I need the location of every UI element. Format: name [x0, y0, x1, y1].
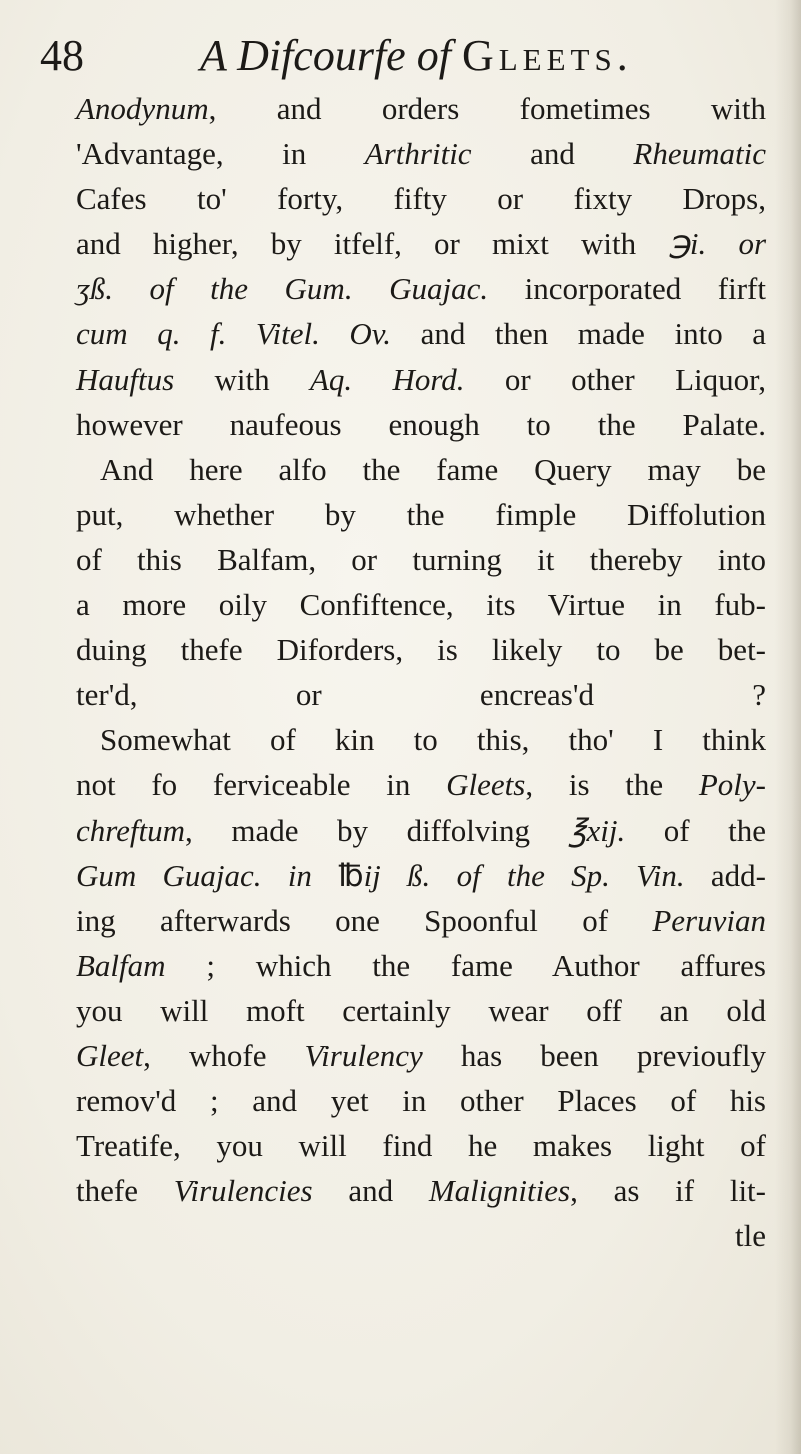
body-text: [76, 86, 766, 1258]
text-line: [76, 762, 766, 807]
italic-text: Peruvian: [652, 902, 766, 938]
italic-text: Gleet: [76, 1037, 144, 1073]
text-run: , whofe: [143, 1037, 305, 1073]
text-line: [76, 266, 766, 311]
italic-text: Virulencies: [173, 1173, 313, 1209]
text-line: [76, 1168, 766, 1213]
text-line: [76, 492, 766, 537]
text-run: of the: [625, 812, 766, 848]
text-line: [76, 853, 766, 898]
text-run: and then made into a: [391, 316, 767, 352]
running-title-caps: Gleets.: [461, 31, 633, 80]
text-line: [76, 176, 766, 221]
italic-text: ℈i. or: [668, 226, 767, 262]
page-edge-shadow: [775, 0, 801, 1454]
text-run: ; which the fame Author affures: [165, 947, 766, 983]
text-line: [76, 717, 766, 762]
text-run: , is the: [525, 767, 699, 803]
text-line: [76, 357, 766, 402]
text-run: however naufeous enough to the Palate.: [76, 406, 766, 442]
text-run: tle: [735, 1218, 766, 1254]
running-title: [200, 26, 633, 86]
text-line: [76, 1123, 766, 1168]
italic-text: Rheumatic: [633, 136, 766, 172]
text-line: [76, 943, 766, 988]
italic-text: Arthritic: [364, 136, 472, 172]
text-line: [76, 537, 766, 582]
text-run: , as if lit-: [570, 1173, 766, 1209]
italic-text: Malignities: [428, 1173, 571, 1209]
italic-text: ʒß. of the Gum. Guajac.: [76, 271, 489, 307]
italic-text: ij ß. of the Sp. Vin.: [363, 857, 685, 893]
text-run: thefe: [76, 1173, 174, 1209]
text-run: ing afterwards one Spoonful of: [76, 902, 653, 938]
italic-text: Gleets: [446, 767, 526, 803]
text-run: ℔: [311, 857, 364, 893]
text-run: has been previoufly: [422, 1037, 766, 1073]
text-run: , and orders fometimes with: [208, 91, 766, 126]
italic-text: cum q. f. Vitel. Ov.: [76, 316, 392, 352]
page-number: 48: [40, 31, 84, 80]
italic-text: chreftum: [76, 812, 186, 848]
text-run: add-: [684, 857, 766, 893]
text-line: [76, 402, 766, 447]
text-line: [76, 131, 766, 176]
text-run: or other Liquor,: [464, 361, 766, 397]
text-line: [76, 582, 766, 627]
text-run: with: [174, 361, 310, 397]
text-line: [76, 86, 766, 131]
italic-text: Balfam: [76, 947, 166, 983]
running-title-italic: A Difcourfe of: [200, 31, 451, 80]
italic-text: Virulency: [304, 1037, 423, 1073]
text-line: [76, 221, 766, 266]
text-run: Treatife, you will find he makes light of: [76, 1128, 766, 1164]
catchword: [76, 1213, 766, 1258]
text-line: [76, 808, 766, 853]
italic-text: ℥xij.: [568, 812, 626, 848]
italic-text: Hauftus: [76, 361, 175, 397]
italic-text: Poly-: [698, 767, 766, 803]
text-line: [76, 1078, 766, 1123]
text-run: and higher, by itfelf, or mixt with: [76, 226, 669, 262]
text-line: [76, 447, 766, 492]
text-line: [76, 672, 766, 717]
text-run: , made by diffolving: [185, 812, 569, 848]
text-run: of this Balfam, or turning it thereby into: [76, 541, 766, 577]
page-header: [40, 26, 770, 86]
text-run: and: [471, 136, 634, 172]
italic-text: Aq. Hord.: [309, 361, 465, 397]
text-run: remov'd ; and yet in other Places of his: [76, 1083, 766, 1119]
text-run: And here alfo the fame Query may be: [100, 451, 766, 487]
text-run: put, whether by the fimple Diffolution: [76, 496, 766, 532]
text-run: 'Advantage, in: [76, 136, 365, 172]
text-run: ter'd, or encreas'd ?: [76, 677, 766, 713]
text-run: you will moft certainly wear off an old: [76, 992, 766, 1028]
italic-text: Anodynum: [76, 91, 209, 126]
text-line: [76, 311, 766, 356]
italic-text: Gum Guajac. in: [76, 857, 312, 893]
text-line: [76, 988, 766, 1033]
text-run: duing thefe Diforders, is likely to be bet-: [76, 632, 766, 668]
text-line: [76, 898, 766, 943]
text-run: and: [312, 1173, 429, 1209]
text-line: [76, 1033, 766, 1078]
text-run: Cafes to' forty, fifty or fixty Drops,: [76, 181, 766, 217]
text-run: not fo ferviceable in: [76, 767, 447, 803]
text-run: incorporated firft: [488, 271, 766, 307]
text-run: a more oily Confiftence, its Virtue in fub-: [76, 587, 766, 623]
text-run: Somewhat of kin to this, tho' I think: [100, 722, 766, 758]
text-line: [76, 627, 766, 672]
